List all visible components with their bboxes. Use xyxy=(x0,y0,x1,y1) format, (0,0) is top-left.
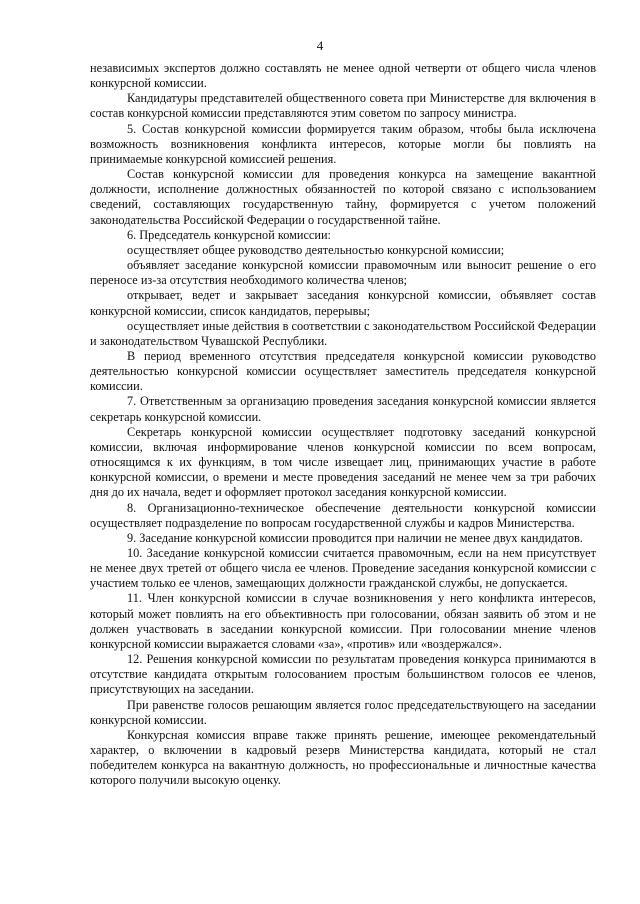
paragraph: В период временного отсутствия председателя конкурсной комиссии руководство деятельностью конкурсной комиссии осуществляет заместитель председателя конкурсной комиссии. xyxy=(90,348,596,394)
document-body xyxy=(90,61,596,789)
paragraph: осуществляет общее руководство деятельностью конкурсной комиссии; xyxy=(127,242,505,257)
paragraph: осуществляет иные действия в соответствии с законодательством Российской Федерации и законодательством Чувашской Республики. xyxy=(90,318,596,348)
paragraph: 8. Организационно-техническое обеспечение деятельности конкурсной комиссии осуществляет подразделение по вопросам государственной службы и кадров Министерства. xyxy=(90,500,596,530)
paragraph: 12. Решения конкурсной комиссии по результатам проведения конкурса принимаются в отсутствие кандидата открытым голосованием простым большинством голосов ее членов, присутствующих на заседании. xyxy=(90,652,596,697)
page-number: 4 xyxy=(316,38,324,53)
paragraph: Состав конкурсной комиссии для проведения конкурса на замещение вакантной должности, исполнение должностных обязанностей по которой связано с использованием сведений, составляющих государственную тайну, формируется с учетом положений законодательства Российской Федерации о государственной тайне. xyxy=(90,167,596,227)
paragraph: 5. Состав конкурсной комиссии формируется таким образом, чтобы была исключена возможность возникновения конфликта интересов, которые могли бы повлиять на принимаемые конкурсной комиссией решения. xyxy=(90,121,596,166)
paragraph: Кандидатуры представителей общественного совета при Министерстве для включения в состав конкурсной комиссии представляются этим советом по запросу министра. xyxy=(90,91,596,121)
paragraph: 9. Заседание конкурсной комиссии проводится при наличии не менее двух кандидатов. xyxy=(127,530,583,545)
paragraph: 7. Ответственным за организацию проведения заседания конкурсной комиссии является секретарь конкурсной комиссии. xyxy=(90,394,596,424)
paragraph: объявляет заседание конкурсной комиссии правомочным или выносит решение о его переносе из-за отсутствия необходимого количества членов; xyxy=(90,258,596,288)
paragraph: 6. Председатель конкурсной комиссии: xyxy=(127,227,331,242)
paragraph: Конкурсная комиссия вправе также принять решение, имеющее рекомендательный характер, о включении в кадровый резерв Министерства кандидата, который не стал победителем конкурса на вакантную должность, но профессиональные и личностные качества которого получили высокую оценку. xyxy=(90,727,596,788)
paragraph: 11. Член конкурсной комиссии в случае возникновения у него конфликта интересов, который может повлиять на его объективность при голосовании, обязан заявить об этом и не должен участвовать в заседании конкурсной комиссии. При голосовании мнение членов конкурсной комиссии выражается словами «за», «против» или «воздержался». xyxy=(90,591,596,651)
paragraph: независимых экспертов должно составлять не менее одной четверти от общего числа членов конкурсной комиссии. xyxy=(90,61,596,91)
paragraph: Секретарь конкурсной комиссии осуществляет подготовку заседаний конкурсной комиссии, включая информирование членов конкурсной комиссии по всем вопросам, относящимся к их функциям, в том числе извещает лиц, принимающих участие в работе конкурсной комиссии, о времени и месте проведения заседаний не менее чем за три рабочих дня до их начала, ведет и оформляет протокол заседания конкурсной комиссии. xyxy=(90,424,596,500)
paragraph: При равенстве голосов решающим является голос председательствующего на заседании конкурсной комиссии. xyxy=(90,697,596,727)
paragraph: 10. Заседание конкурсной комиссии считается правомочным, если на нем присутствует не менее двух третей от общего числа ее членов. Проведение заседания конкурсной комиссии с участием только ее членов, замещающих должности гражданской службы, не допускается. xyxy=(90,546,596,591)
paragraph: открывает, ведет и закрывает заседания конкурсной комиссии, объявляет состав конкурсной комиссии, список кандидатов, перерывы; xyxy=(90,288,596,318)
